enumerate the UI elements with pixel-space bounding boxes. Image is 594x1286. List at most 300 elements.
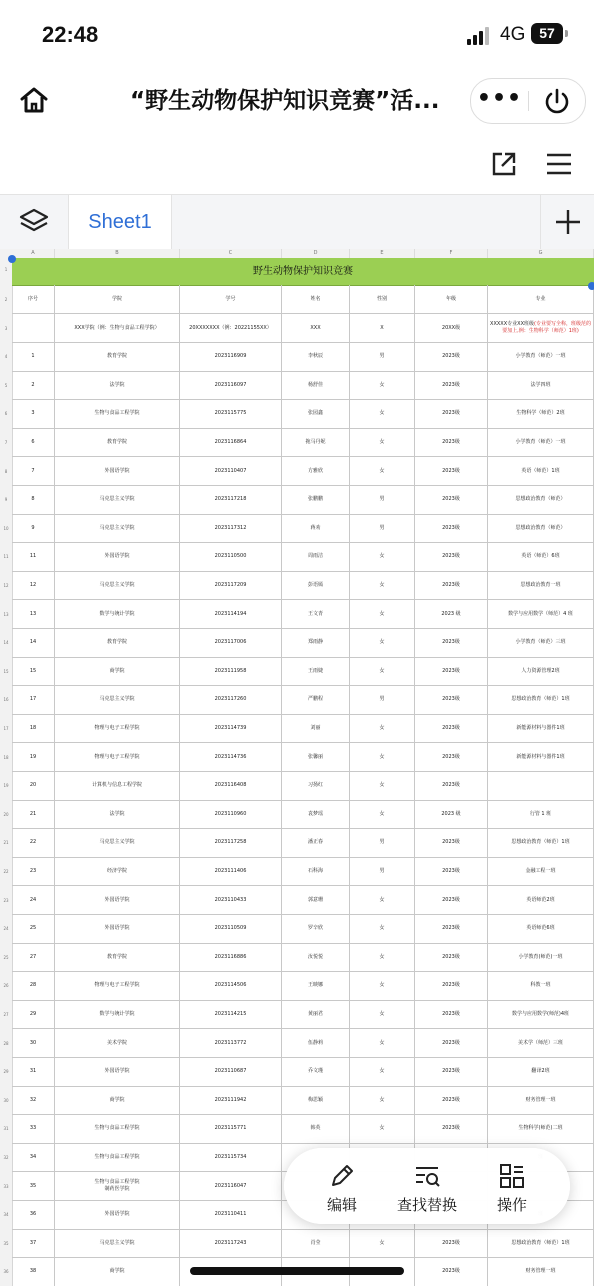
cell-c[interactable]: 2023116909 (180, 343, 282, 371)
row-number[interactable]: 20 (3, 811, 9, 817)
table-row[interactable] (3, 600, 594, 629)
cell-c[interactable]: 2023110960 (180, 801, 282, 829)
cell-d[interactable]: 王雨婕 (282, 658, 350, 686)
spreadsheet-grid[interactable] (0, 249, 594, 1286)
row-number[interactable]: 24 (3, 926, 9, 932)
cell-b[interactable]: 商学院 (55, 1258, 180, 1286)
cell-f[interactable]: 2023级 (415, 858, 488, 886)
menu-icon[interactable] (545, 150, 573, 178)
row-number[interactable]: 1 (4, 267, 8, 272)
cell-g[interactable]: 小学教育(师范)一班 (488, 944, 594, 972)
cell-a[interactable] (12, 314, 55, 342)
cell-d[interactable]: 黄丽君 (282, 1001, 350, 1029)
cell-d[interactable]: 彭语嫣 (282, 572, 350, 600)
cell-d[interactable]: 罗辛欣 (282, 915, 350, 943)
cell-a[interactable]: 6 (12, 429, 55, 457)
cell-c[interactable]: 2023116886 (180, 944, 282, 972)
cell-a[interactable]: 34 (12, 1144, 55, 1172)
row-number[interactable]: 34 (3, 1212, 9, 1218)
cell-g[interactable]: 法学四班 (488, 372, 594, 400)
cell-b[interactable]: 外国语学院 (55, 543, 180, 571)
cell-f[interactable]: 年级 (415, 285, 488, 313)
row-number[interactable]: 33 (3, 1183, 9, 1189)
table-row[interactable] (4, 372, 594, 401)
table-row[interactable] (3, 858, 594, 887)
row-number[interactable]: 29 (3, 1069, 9, 1075)
cell-b[interactable]: 外国语学院 (55, 457, 180, 485)
cell-f[interactable]: 2023级 (415, 457, 488, 485)
table-row[interactable] (3, 772, 594, 801)
edit-button[interactable] (302, 1148, 382, 1224)
cell-e[interactable]: 女 (350, 658, 415, 686)
column-header-e[interactable]: E (350, 249, 415, 258)
row-number[interactable]: 28 (3, 1040, 9, 1046)
cell-g[interactable]: 行管 1 班 (488, 801, 594, 829)
row-number[interactable]: 17 (3, 726, 9, 732)
cell-d[interactable]: 拖马丹妮 (282, 429, 350, 457)
cell-g[interactable]: 生物科学(师范)二班 (488, 1115, 594, 1143)
cell-c[interactable]: 20XXXXXXX（例：20221155XX） (180, 314, 282, 342)
cell-d[interactable]: 乔文瑾 (282, 1058, 350, 1086)
cell-f[interactable]: 2023级 (415, 715, 488, 743)
row-number[interactable]: 21 (3, 840, 9, 846)
cell-d[interactable]: 郑雨静 (282, 629, 350, 657)
cell-c[interactable]: 2023117209 (180, 572, 282, 600)
cell-c[interactable]: 2023110687 (180, 1058, 282, 1086)
cell-a[interactable]: 9 (12, 515, 55, 543)
cell-c[interactable]: 2023113772 (180, 1029, 282, 1057)
cell-b[interactable]: 法学院 (55, 372, 180, 400)
cell-g[interactable]: 英语（师范）1班 (488, 457, 594, 485)
table-row[interactable] (3, 1058, 594, 1087)
selection-handle-bottom[interactable] (588, 282, 594, 290)
cell-c[interactable]: 2023110411 (180, 1201, 282, 1229)
cell-f[interactable]: 2023级 (415, 343, 488, 371)
table-row[interactable] (3, 658, 594, 687)
table-row[interactable] (3, 743, 594, 772)
cell-f[interactable]: 2023 级 (415, 600, 488, 628)
cell-g[interactable] (488, 314, 594, 342)
cell-e[interactable]: 女 (350, 1115, 415, 1143)
column-header-d[interactable]: D (282, 249, 350, 258)
cell-a[interactable]: 27 (12, 944, 55, 972)
cell-c[interactable]: 2023111942 (180, 1087, 282, 1115)
table-row[interactable] (3, 572, 594, 601)
table-row[interactable] (3, 829, 594, 858)
cell-b[interactable]: 经济学院 (55, 858, 180, 886)
cell-d[interactable]: 潘正春 (282, 829, 350, 857)
cell-c[interactable]: 2023114194 (180, 600, 282, 628)
row-number[interactable]: 25 (3, 954, 9, 960)
cell-f[interactable]: 2023级 (415, 1058, 488, 1086)
tab-sheet1[interactable]: Sheet1 (68, 195, 172, 249)
cell-g[interactable]: 金融工程一班 (488, 858, 594, 886)
cell-d[interactable]: 石科海 (282, 858, 350, 886)
cell-f[interactable]: 2023级 (415, 915, 488, 943)
cell-e[interactable]: 女 (350, 600, 415, 628)
cell-g[interactable]: 思想政治教育（师范） (488, 486, 594, 514)
table-row[interactable] (3, 1230, 594, 1259)
cell-f[interactable]: 2023级 (415, 886, 488, 914)
cell-e[interactable]: 男 (350, 829, 415, 857)
row-number[interactable]: 10 (3, 525, 9, 531)
cell-e[interactable]: 女 (350, 772, 415, 800)
cell-c[interactable]: 2023117243 (180, 1230, 282, 1258)
cell-b[interactable]: XXX学院（例：生物与食品工程学院） (55, 314, 180, 342)
cell-c[interactable]: 2023116864 (180, 429, 282, 457)
table-row[interactable] (3, 1029, 594, 1058)
row-number[interactable]: 32 (3, 1155, 9, 1161)
cell-c[interactable]: 2023116047 (180, 1172, 282, 1200)
cell-e[interactable]: X (350, 314, 415, 342)
cell-d[interactable]: 梅思颖 (282, 1087, 350, 1115)
cell-e[interactable]: 女 (350, 715, 415, 743)
row-number[interactable]: 30 (3, 1097, 9, 1103)
cell-b[interactable]: 物理与电子工程学院 (55, 715, 180, 743)
layers-icon[interactable] (18, 207, 50, 237)
table-row[interactable] (4, 400, 594, 429)
cell-d[interactable]: 伍静莉 (282, 1029, 350, 1057)
cell-f[interactable]: 2023级 (415, 372, 488, 400)
cell-c[interactable]: 2023111958 (180, 658, 282, 686)
cell-g[interactable]: 美术学（师范）三班 (488, 1029, 594, 1057)
cell-d[interactable]: 严鹏程 (282, 686, 350, 714)
row-number[interactable]: 26 (3, 983, 9, 989)
cell-a[interactable]: 33 (12, 1115, 55, 1143)
row-number[interactable]: 22 (3, 869, 9, 875)
cell-c[interactable]: 2023110509 (180, 915, 282, 943)
cell-f[interactable]: 2023级 (415, 743, 488, 771)
cell-a[interactable]: 13 (12, 600, 55, 628)
cell-b[interactable]: 马克思主义学院 (55, 486, 180, 514)
cell-d[interactable]: 李秋辰 (282, 343, 350, 371)
cell-a[interactable]: 11 (12, 543, 55, 571)
table-row[interactable] (3, 686, 594, 715)
row-number[interactable]: 19 (3, 783, 9, 789)
cell-a[interactable]: 35 (12, 1172, 55, 1200)
cell-f[interactable]: 2023 级 (415, 801, 488, 829)
cell-f[interactable]: 2023级 (415, 944, 488, 972)
column-header-c[interactable]: C (180, 249, 282, 258)
cell-c[interactable]: 2023116408 (180, 772, 282, 800)
cell-c[interactable]: 2023117006 (180, 629, 282, 657)
cell-g[interactable]: 英语（师范）6班 (488, 543, 594, 571)
row-number[interactable]: 6 (4, 411, 8, 417)
cell-e[interactable]: 女 (350, 429, 415, 457)
cell-g[interactable]: 新能源材料与器件1班 (488, 743, 594, 771)
cell-c[interactable]: 2023114215 (180, 1001, 282, 1029)
cell-b[interactable]: 生物与食品工程学院 (55, 400, 180, 428)
cell-g[interactable]: 数学与应用数学（师范）4 班 (488, 600, 594, 628)
table-row[interactable] (4, 429, 594, 458)
cell-a[interactable]: 24 (12, 886, 55, 914)
row-number[interactable]: 11 (3, 554, 9, 560)
cell-c[interactable]: 2023115734 (180, 1144, 282, 1172)
row-number[interactable]: 23 (3, 897, 9, 903)
cell-a[interactable]: 30 (12, 1029, 55, 1057)
cell-f[interactable]: 2023级 (415, 486, 488, 514)
cell-e[interactable]: 女 (350, 572, 415, 600)
cell-d[interactable]: XXX (282, 314, 350, 342)
cell-c[interactable]: 2023110407 (180, 457, 282, 485)
cell-f[interactable]: 2023级 (415, 400, 488, 428)
cell-a[interactable]: 序号 (12, 285, 55, 313)
table-row[interactable] (3, 972, 594, 1001)
row-number[interactable]: 5 (4, 382, 8, 388)
cell-b[interactable]: 法学院 (55, 801, 180, 829)
cell-e[interactable]: 女 (350, 543, 415, 571)
cell-c[interactable]: 2023117312 (180, 515, 282, 543)
cell-d[interactable]: 袁梦瑶 (282, 801, 350, 829)
table-row[interactable] (3, 543, 594, 572)
cell-b[interactable]: 外国语学院 (55, 1058, 180, 1086)
cell-a[interactable]: 22 (12, 829, 55, 857)
cell-d[interactable]: 方雅欣 (282, 457, 350, 485)
cell-g[interactable]: 人力资源管理2班 (488, 658, 594, 686)
cell-b[interactable]: 教育学院 (55, 629, 180, 657)
cell-c[interactable]: 学号 (180, 285, 282, 313)
cell-b[interactable]: 外国语学院 (55, 915, 180, 943)
cell-a[interactable]: 25 (12, 915, 55, 943)
column-header-f[interactable]: F (415, 249, 488, 258)
cell-a[interactable]: 38 (12, 1258, 55, 1286)
sheet-title-banner[interactable]: 野生动物保护知识竞赛 (12, 258, 594, 286)
cell-b[interactable]: 马克思主义学院 (55, 515, 180, 543)
cell-f[interactable]: 2023级 (415, 1087, 488, 1115)
table-row[interactable] (3, 1001, 594, 1030)
cell-f[interactable]: 2023级 (415, 1001, 488, 1029)
cell-f[interactable]: 2023级 (415, 629, 488, 657)
cell-d[interactable]: 杨舒佳 (282, 372, 350, 400)
cell-d[interactable]: 周雨洁 (282, 543, 350, 571)
cell-f[interactable]: 2023级 (415, 515, 488, 543)
cell-b[interactable]: 教育学院 (55, 944, 180, 972)
add-sheet-button[interactable] (540, 195, 594, 249)
row-number[interactable]: 7 (4, 440, 8, 446)
column-header-b[interactable]: B (55, 249, 180, 258)
cell-f[interactable]: 2023级 (415, 429, 488, 457)
cell-g[interactable]: 英语师范6班 (488, 915, 594, 943)
cell-a[interactable]: 21 (12, 801, 55, 829)
table-row[interactable] (4, 457, 594, 486)
cell-f[interactable]: 2023级 (415, 829, 488, 857)
row-number[interactable]: 8 (4, 468, 8, 474)
cell-g[interactable]: 小学教育（师范）一班 (488, 343, 594, 371)
cell-g[interactable]: 思想政治教育（师范） (488, 515, 594, 543)
cell-a[interactable]: 19 (12, 743, 55, 771)
cell-g[interactable]: 思想政治教育（师范）1班 (488, 829, 594, 857)
cell-c[interactable]: 2023116097 (180, 372, 282, 400)
cell-b[interactable]: 外国语学院 (55, 1201, 180, 1229)
cell-c[interactable]: 2023115771 (180, 1115, 282, 1143)
cell-b[interactable]: 学院 (55, 285, 180, 313)
cell-g[interactable]: 数学与应用数学(师范)4班 (488, 1001, 594, 1029)
cell-b[interactable]: 生物与食品工程学院 (55, 1115, 180, 1143)
cell-e[interactable]: 女 (350, 1029, 415, 1057)
row-number[interactable]: 18 (3, 754, 9, 760)
cell-a[interactable]: 37 (12, 1230, 55, 1258)
cell-e[interactable]: 男 (350, 686, 415, 714)
cell-a[interactable]: 15 (12, 658, 55, 686)
cell-g[interactable]: 财务管理一班 (488, 1258, 594, 1286)
operate-button[interactable] (472, 1148, 552, 1224)
cell-e[interactable]: 男 (350, 858, 415, 886)
cell-g[interactable]: 专业 (488, 285, 594, 313)
cell-a[interactable]: 17 (12, 686, 55, 714)
cell-e[interactable]: 性别 (350, 285, 415, 313)
cell-a[interactable]: 7 (12, 457, 55, 485)
table-row[interactable] (3, 1115, 594, 1144)
cell-f[interactable]: 20XX级 (415, 314, 488, 342)
cell-b[interactable]: 马克思主义学院 (55, 829, 180, 857)
cell-c[interactable]: 2023114506 (180, 972, 282, 1000)
home-icon[interactable] (18, 84, 50, 116)
cell-d[interactable]: 汝悦悦 (282, 944, 350, 972)
cell-g[interactable]: 翻译2班 (488, 1058, 594, 1086)
cell-g[interactable]: 思想政治教育（师范）1班 (488, 686, 594, 714)
cell-e[interactable]: 女 (350, 1087, 415, 1115)
cell-a[interactable]: 18 (12, 715, 55, 743)
cell-a[interactable]: 3 (12, 400, 55, 428)
cell-a[interactable]: 31 (12, 1058, 55, 1086)
cell-c[interactable]: 2023110500 (180, 543, 282, 571)
cell-g[interactable]: 财务管理一班 (488, 1087, 594, 1115)
cell-b[interactable]: 马克思主义学院 (55, 1230, 180, 1258)
cell-e[interactable]: 女 (350, 1230, 415, 1258)
cell-f[interactable]: 2023级 (415, 686, 488, 714)
example-row[interactable] (4, 314, 594, 343)
cell-b[interactable]: 教育学院 (55, 343, 180, 371)
cell-d[interactable]: 张园鑫 (282, 400, 350, 428)
cell-a[interactable]: 36 (12, 1201, 55, 1229)
row-number[interactable]: 3 (4, 325, 8, 331)
row-number[interactable]: 36 (3, 1269, 9, 1275)
cell-b[interactable]: 教育学院 (55, 429, 180, 457)
table-row[interactable] (3, 715, 594, 744)
cell-f[interactable]: 2023级 (415, 772, 488, 800)
exit-button[interactable] (529, 79, 585, 123)
cell-d[interactable]: 肖莹 (282, 1230, 350, 1258)
table-row[interactable] (4, 343, 594, 372)
cell-e[interactable]: 男 (350, 486, 415, 514)
cell-b[interactable]: 数学与统计学院 (55, 1001, 180, 1029)
cell-c[interactable]: 2023114736 (180, 743, 282, 771)
cell-d[interactable]: 张馨丽 (282, 743, 350, 771)
cell-d[interactable]: 习扬红 (282, 772, 350, 800)
cell-b[interactable]: 商学院 (55, 658, 180, 686)
cell-e[interactable]: 女 (350, 400, 415, 428)
cell-c[interactable]: 2023117218 (180, 486, 282, 514)
table-row[interactable] (3, 944, 594, 973)
table-row[interactable] (4, 486, 594, 515)
row-number[interactable]: 14 (3, 640, 9, 646)
more-button[interactable]: ••• (476, 86, 523, 111)
cell-f[interactable]: 2023级 (415, 543, 488, 571)
cell-e[interactable]: 女 (350, 1001, 415, 1029)
cell-g[interactable]: 英语师范2班 (488, 886, 594, 914)
cell-g[interactable]: 思想政治教育（师范）1班 (488, 1230, 594, 1258)
column-header-g[interactable]: G (488, 249, 594, 258)
cell-d[interactable]: 张鹏鹏 (282, 486, 350, 514)
cell-e[interactable]: 女 (350, 457, 415, 485)
cell-b[interactable]: 数学与统计学院 (55, 600, 180, 628)
cell-e[interactable]: 女 (350, 372, 415, 400)
cell-d[interactable]: 姓名 (282, 285, 350, 313)
row-number[interactable]: 2 (4, 296, 8, 302)
table-row[interactable] (3, 629, 594, 658)
cell-g[interactable]: 小学教育（师范）三班 (488, 629, 594, 657)
cell-a[interactable]: 29 (12, 1001, 55, 1029)
cell-c[interactable]: 2023117258 (180, 829, 282, 857)
cell-b[interactable]: 美术学院 (55, 1029, 180, 1057)
table-header-row[interactable] (4, 285, 594, 314)
cell-g[interactable] (488, 772, 594, 800)
cell-a[interactable]: 1 (12, 343, 55, 371)
cell-g[interactable]: 思想政治教育一班 (488, 572, 594, 600)
find-replace-button[interactable] (387, 1148, 467, 1224)
cell-e[interactable]: 女 (350, 886, 415, 914)
cell-a[interactable]: 28 (12, 972, 55, 1000)
row-number[interactable]: 4 (4, 354, 8, 360)
cell-e[interactable]: 女 (350, 801, 415, 829)
cell-g[interactable]: 科教一班 (488, 972, 594, 1000)
cell-d[interactable]: 刘丽 (282, 715, 350, 743)
cell-e[interactable]: 女 (350, 915, 415, 943)
cell-b[interactable]: 商学院 (55, 1087, 180, 1115)
row-number[interactable]: 31 (3, 1126, 9, 1132)
row-number[interactable]: 35 (3, 1240, 9, 1246)
cell-b[interactable]: 生物与食品工程学院 制药医学院 (55, 1172, 180, 1200)
cell-b[interactable]: 马克思主义学院 (55, 572, 180, 600)
cell-c[interactable]: 2023110433 (180, 886, 282, 914)
cell-f[interactable]: 2023级 (415, 1258, 488, 1286)
cell-b[interactable]: 物理与电子工程学院 (55, 743, 180, 771)
table-row[interactable] (3, 515, 594, 544)
cell-e[interactable]: 女 (350, 629, 415, 657)
cell-b[interactable]: 马克思主义学院 (55, 686, 180, 714)
table-row[interactable] (3, 886, 594, 915)
cell-d[interactable]: 韩英 (282, 1115, 350, 1143)
cell-c[interactable]: 2023114739 (180, 715, 282, 743)
cell-a[interactable]: 14 (12, 629, 55, 657)
row-number[interactable]: 27 (3, 1012, 9, 1018)
row-number[interactable]: 12 (3, 583, 9, 589)
cell-b[interactable]: 生物与食品工程学院 (55, 1144, 180, 1172)
cell-a[interactable]: 32 (12, 1087, 55, 1115)
cell-c[interactable]: 2023115775 (180, 400, 282, 428)
cell-a[interactable]: 20 (12, 772, 55, 800)
cell-a[interactable]: 12 (12, 572, 55, 600)
cell-e[interactable]: 女 (350, 1058, 415, 1086)
cell-a[interactable]: 23 (12, 858, 55, 886)
column-header-a[interactable]: A (12, 249, 55, 258)
cell-c[interactable]: 2023111406 (180, 858, 282, 886)
selection-handle-top[interactable] (8, 255, 16, 263)
cell-f[interactable]: 2023级 (415, 1115, 488, 1143)
cell-a[interactable]: 2 (12, 372, 55, 400)
cell-f[interactable]: 2023级 (415, 1029, 488, 1057)
cell-g[interactable]: 小学教育（师范）一班 (488, 429, 594, 457)
cell-d[interactable]: 郭意珊 (282, 886, 350, 914)
cell-b[interactable]: 外国语学院 (55, 886, 180, 914)
cell-e[interactable]: 女 (350, 944, 415, 972)
cell-a[interactable]: 8 (12, 486, 55, 514)
cell-e[interactable]: 女 (350, 972, 415, 1000)
cell-e[interactable]: 男 (350, 343, 415, 371)
row-number[interactable]: 16 (3, 697, 9, 703)
cell-d[interactable]: 王文青 (282, 600, 350, 628)
row-number[interactable]: 9 (4, 497, 8, 503)
